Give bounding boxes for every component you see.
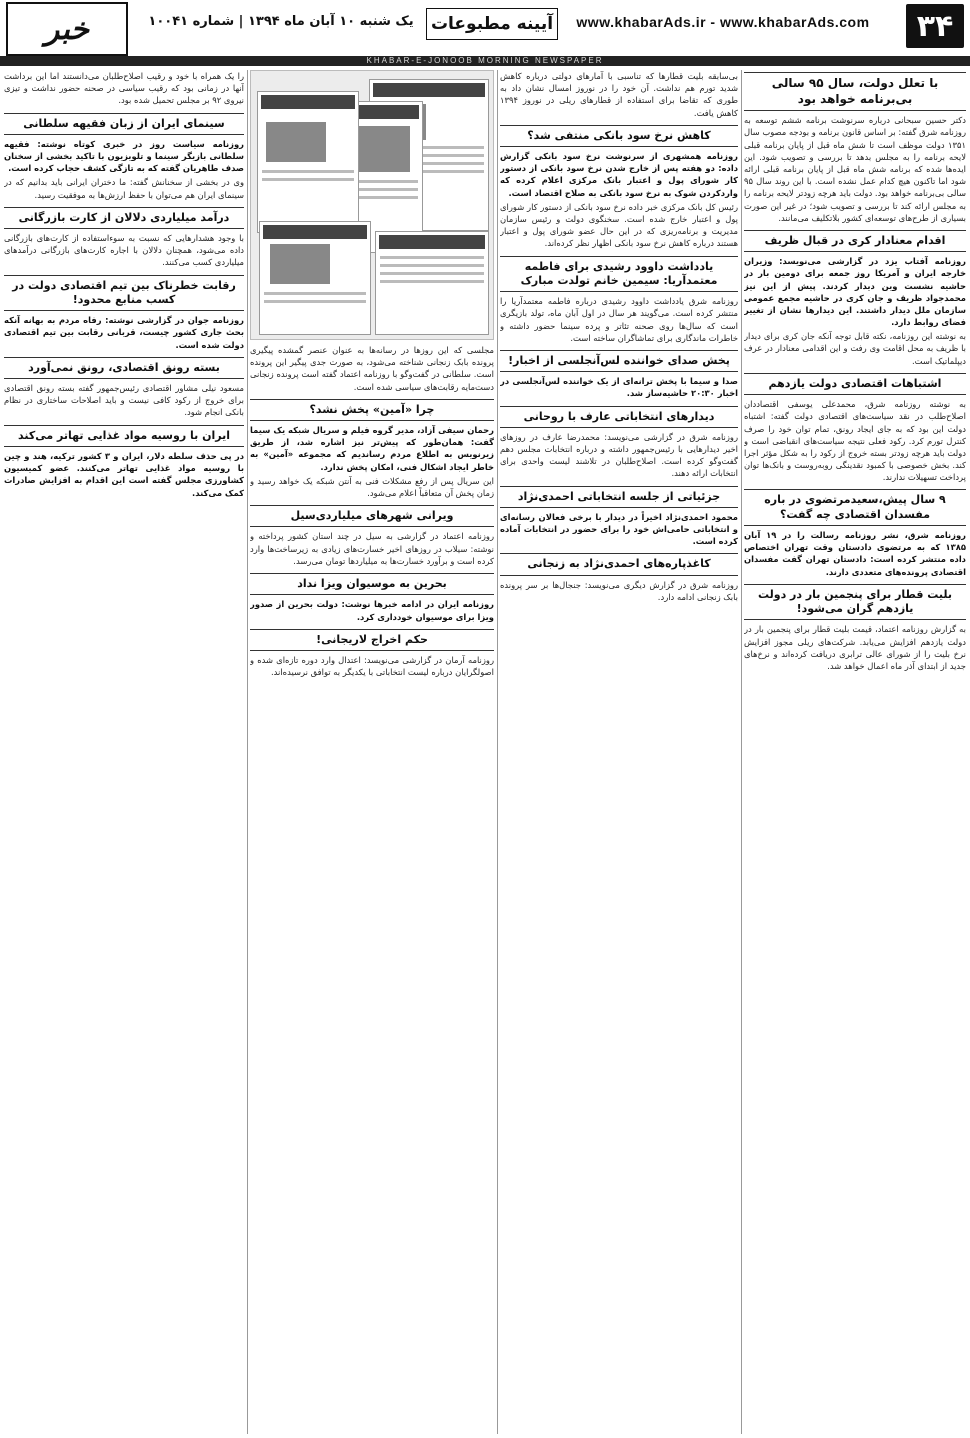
headline: ۹ سال پیش،سعیدمرتضوی در باره مفسدان اقتصادی چه گفت؟ — [744, 489, 966, 526]
headline: پخش صدای خواننده لس‌آنجلسی از اخبار! — [500, 350, 738, 372]
column-2 — [500, 70, 738, 1434]
article — [500, 486, 738, 548]
article-body: به نوشته روزنامه شرق، محمدعلی یوسفی اقتصاددان اصلاح‌طلب در نقد سیاست‌های اقتصادی دولت گفته: اشتباه دولت این بود که به جای ایجاد رونق، تمام توان خود را صرف کنترل تورم کرد. رکود فعلی نتیجه سیاست‌های انقباضی است و دولت باید هرچه زودتر بسته خروج از رکود را به شکل مؤثر اجرا کند. بخش خصوصی با کمبود نقدینگی روبه‌روست و بانک‌ها توان پرداخت تسهیلات ندارند. — [744, 399, 966, 483]
article-lead: روزنامه آفتاب یزد در گزارشی می‌نویسد: وزیران خارجه ایران و آمریکا روز جمعه برای دومین بار در حاشیه نشست وین دیدار کردند. پیش از این نیز محمدجواد ظریف و جان کری در حاشیه مجمع عمومی سازمان ملل دیدار داشتند. این دیدارها نشان از تغییر فضای روابط دارد. — [744, 256, 966, 328]
article-body: روزنامه اعتماد در گزارشی به سیل در چند استان کشور پرداخته و نوشته: سیلاب در روزهای اخیر خسارت‌های زیادی به زیرساخت‌ها وارد کرده است و برآورد خسارت‌ها به میلیاردها تومان می‌رسد. — [250, 531, 494, 566]
column-divider — [247, 70, 248, 1434]
headline: ویرانی شهرهای میلیاردی‌سیل — [250, 505, 494, 527]
headline: بسته رونق اقتصادی، رونق نمی‌آورد — [4, 357, 244, 379]
article-body: مسعود نیلی مشاور اقتصادی رئیس‌جمهور گفته بسته رونق اقتصادی برای خروج از رکود کافی نیست و باید اصلاحات ساختاری در نظام بانکی انجام شود. — [4, 383, 244, 418]
article-lead: در پی حذف سلطه دلار، ایران و ۳ کشور ترکیه، هند و چین با روسیه مواد غذایی تهاتر می‌کنند. عضو کمیسیون کشاورزی مجلس گفته است این اقدام به افزایش صادرات کمک می‌کند. — [4, 450, 244, 498]
article-lead: روزنامه جوان در گزارشی نوشته: رفاه مردم به بهانه آنکه بحث جاری کشور چیست، قربانی رقابت بین تیم اقتصادی دولت شده است. — [4, 315, 244, 350]
article-body: رئیس کل بانک مرکزی خبر داده نرخ سود بانکی از دستور کار شورای پول و اعتبار خارج شده است. سخنگوی دولت و رئیس سازمان مدیریت و برنامه‌ریزی که در این حال عضو شورای پول و اعتبار هستند درباره کاهش نرخ سود بانکی اظهار نظر کرده‌اند. — [500, 201, 738, 249]
article-body: به نوشته این روزنامه، نکته قابل توجه آنکه جان کری برای دیدار با ظریف به محل اقامت وی رفت و این اقدامی معنادار در عرف دیپلماتیک است. — [744, 331, 966, 366]
article — [4, 70, 244, 107]
article — [500, 70, 738, 119]
headline: ایران با روسیه مواد غذایی تهاتر می‌کند — [4, 425, 244, 447]
article — [250, 344, 494, 393]
page-number: ۳۴ — [906, 4, 964, 48]
article-lead: رحمان سیفی آزاد، مدیر گروه فیلم و سریال شبکه یک سیما گفت: همان‌طور که پیش‌تر نیز اشاره شد، از طریق زیرنویس به اطلاع مردم رساندیم که مجموعه «آمین» به خاطر ایجاد اشکال فنی، امکان پخش ندارد. — [250, 425, 494, 472]
article — [500, 406, 738, 480]
masthead — [0, 0, 970, 58]
article — [4, 275, 244, 351]
article-body: را یک همراه با خود و رقیب اصلاح‌طلبان می‌دانستند اما این برداشت آنها در زمانی بود که رقیب سیاسی در صحنه حضور نداشت و تیزی نیروی ۹۲ بر مجلس تحمیل شده بود. — [4, 71, 244, 106]
article — [744, 584, 966, 672]
article — [500, 125, 738, 250]
article — [250, 399, 494, 499]
article-body: به گزارش روزنامه اعتماد، قیمت بلیت قطار برای پنجمین بار در دولت یازدهم افزایش می‌یابد. شرکت‌های ریلی مجوز افزایش نرخ بلیت را از شورای عالی ترابری دریافت کرده‌اند و نرخ‌های جدید از ابتدای آذر ماه اعمال خواهد شد. — [744, 624, 966, 671]
article — [744, 230, 966, 367]
masthead-subbar: KHABAR-E-JONOOB MORNING NEWSPAPER — [0, 56, 970, 66]
column-3 — [250, 70, 494, 1434]
headline: با تعلل دولت، سال ۹۵ سالی بی‌برنامه خواهد بود — [744, 72, 966, 111]
section-title: آیینه مطبوعات — [426, 8, 558, 40]
headline: اشتباهات اقتصادی دولت یازدهم — [744, 373, 966, 395]
headline: بلیت قطار برای پنجمین بار در دولت یازدهم گران می‌شود! — [744, 584, 966, 621]
headline: دیدارهای انتخاباتی عارف با روحانی — [500, 406, 738, 428]
issue-date: یک شنبه ۱۰ آبان ماه ۱۳۹۴ | شماره ۱۰۰۴۱ — [148, 14, 414, 29]
article — [4, 425, 244, 499]
headline: اقدام معنادار کری در قبال ظریف — [744, 230, 966, 252]
article-lead: روزنامه سیاست روز در خبری کوتاه نوشته: فقیهه سلطانی بازیگر سینما و تلویزیون با تاکید بخشی از سخنان صدف طاهریان گفته که به تازگی کشف حجاب کرده است. — [4, 138, 244, 174]
article — [250, 505, 494, 567]
article — [744, 72, 966, 224]
site-url[interactable]: www.khabarAds.ir - www.khabarAds.com — [576, 14, 870, 30]
article-lead: روزنامه ایران در ادامه خبرها نوشت: دولت بحرین از صدور ویزا برای موسیوان خودداری کرد. — [250, 599, 494, 622]
article-lead: محمود احمدی‌نژاد اخیراً در دیدار با برخی فعالان رسانه‌ای و انتخاباتی حامی‌اش خود را برای حضور در انتخابات آماده کرده است. — [500, 511, 738, 547]
headline: یادداشت داوود رشیدی برای فاطمه معتمدآریا: سیمین خانم تولدت مبارک — [500, 256, 738, 293]
newspaper-logo: خبر — [6, 2, 128, 56]
article-body: با وجود هشدارهایی که نسبت به سوءاستفاده از کارت‌های بازرگانی داده می‌شود، همچنان دلالان با اجاره کارت‌های بازرگانی درآمدهای میلیاردی کسب می‌کنند. — [4, 233, 244, 268]
article-body: روزنامه شرق یادداشت داوود رشیدی درباره فاطمه معتمدآریا را منتشر کرده است. می‌گویند هر سال در اول آبان ماه، تولد بازیگری است که سال‌ها روی صحنه تئاتر و پرده سینما حضور داشته و خاطرات ماندگاری برای تماشاگران ساخته است. — [500, 296, 738, 343]
headline: رقابت خطرناک بین تیم اقتصادی دولت در کسب منابع محدود! — [4, 275, 244, 312]
newspaper-front-page — [375, 231, 489, 335]
article-body: بی‌سابقه بلیت قطارها که تناسبی با آمارهای دولتی درباره کاهش شدید تورم هم نداشت. آن خود را در نوروز امسال نشان داد به طوری که تقاضا برای استفاده از قطارهای ریلی در نوروز ۱۳۹۴ کاهش یافت. — [500, 71, 738, 118]
headline: کاغذپاره‌های احمدی‌نژاد به زنجانی — [500, 553, 738, 575]
headline: حکم اخراج لاریجانی! — [250, 629, 494, 651]
newspaper-front-page — [259, 221, 371, 335]
article-body: دکتر حسین سبحانی درباره سرنوشت برنامه ششم توسعه به روزنامه شرق گفته: بر اساس قانون برنامه و بودجه مصوب سال ۱۳۵۱ دولت موظف است تا شش ماه قبل از پایان برنامه قبلی لایحه برنامه را به مجلس بدهد تا بررسی و تصویب شود. این ایده‌ها شده که برنامه شش ماه قبل از پایان برنامه قبلی ارائه شود اما تاکنون هیچ کدام عمل نشده است. با این روند سال ۹۵ سالی بی‌برنامه خواهد بود. دولت باید هرچه زودتر لایحه برنامه را به مجلس ارائه کند تا بررسی و تصویب شود؛ در غیر این صورت بسیاری از طرح‌های توسعه‌ای کشور بلاتکلیف می‌مانند. — [744, 115, 966, 223]
article-body: این سریال پس از رفع مشکلات فنی به آنتن شبکه یک خواهد رسید و زمان پخش آن متعاقباً اعلام می‌شود. — [250, 475, 494, 498]
article-lead: صدا و سیما با پخش ترانه‌ای از یک خواننده لس‌آنجلسی در اخبار ۲۰:۳۰ حاشیه‌ساز شد. — [500, 376, 738, 399]
newspaper-front-page — [257, 91, 359, 233]
headline: سینمای ایران از زبان فقیهه سلطانی — [4, 113, 244, 135]
article-lead: روزنامه همشهری از سرنوشت نرخ سود بانکی گزارش داده: دو هفته پس از خارج شدن نرخ سود بانکی از دستور کار شورای پول و اعتبار بانک مرکزی اعلام کرده که واردکردن شوک به نرخ سود بانکی به صلاح اقتصاد است. — [500, 151, 738, 198]
article — [744, 489, 966, 577]
article — [500, 256, 738, 344]
headline: درآمد میلیاردی دلالان از کارت بازرگانی — [4, 207, 244, 229]
article — [744, 373, 966, 484]
article — [250, 629, 494, 679]
column-divider — [497, 70, 498, 1434]
article — [4, 113, 244, 201]
article-body: مجلسی که این روزها در رسانه‌ها به عنوان عنصر گمشده پیگیری پرونده بابک زنجانی شناخته می‌شود، به صورت جدی پیگیر این پرونده است. سلطانی در گفت‌وگو با روزنامه اعتماد گفته است پرونده زنجانی دست‌مایه رقابت‌های سیاسی شده است. — [250, 345, 494, 392]
headline: کاهش نرخ سود بانکی منتفی شد؟ — [500, 125, 738, 147]
headline: چرا «آمین» پخش نشد؟ — [250, 399, 494, 421]
column-divider — [741, 70, 742, 1434]
article — [4, 357, 244, 419]
column-1 — [744, 70, 966, 1434]
article — [4, 207, 244, 269]
article-body: روزنامه شرق در گزارشی می‌نویسد: محمدرضا عارف در روزهای اخیر دیدارهایی با رئیس‌جمهور داشته و درباره انتخابات مجلس دهم گفت‌وگو کرده است. اصلاح‌طلبان در تلاشند لیست واحدی برای انتخابات ارائه دهند. — [500, 431, 738, 479]
article-body: روزنامه شرق در گزارش دیگری می‌نویسد: جنجال‌ها بر سر پرونده بابک زنجانی ادامه دارد. — [500, 579, 738, 602]
article — [500, 350, 738, 400]
article — [500, 553, 738, 603]
headline: جزئیاتی از جلسه انتخاباتی احمدی‌نژاد — [500, 486, 738, 508]
headline: بحرین به موسیوان ویزا نداد — [250, 573, 494, 595]
article — [250, 573, 494, 623]
article-body: وی در بخشی از سخنانش گفته: ما دختران ایرانی باید بدانیم که در سینمای ایران هم می‌توان با حفظ ارزش‌ها به موفقیت رسید. — [4, 177, 244, 200]
article-lead: روزنامه شرق، نشر روزنامه رسالت را در ۱۹ آبان ۱۳۸۵ که به مرتضوی دادستان وقت تهران اختصاص داده منتشر کرده است: دادستان تهران گفت مفسدان اقتصادی پرونده‌های متعددی دارند. — [744, 530, 966, 577]
newspaper-collage-photo — [250, 70, 494, 340]
column-4 — [4, 70, 244, 1434]
article-body: روزنامه آرمان در گزارشی می‌نویسد: اعتدال وارد دوره تازه‌ای شده و اصولگرایان درباره لیست انتخاباتی با یکدیگر به توافق نرسیده‌اند. — [250, 655, 494, 678]
